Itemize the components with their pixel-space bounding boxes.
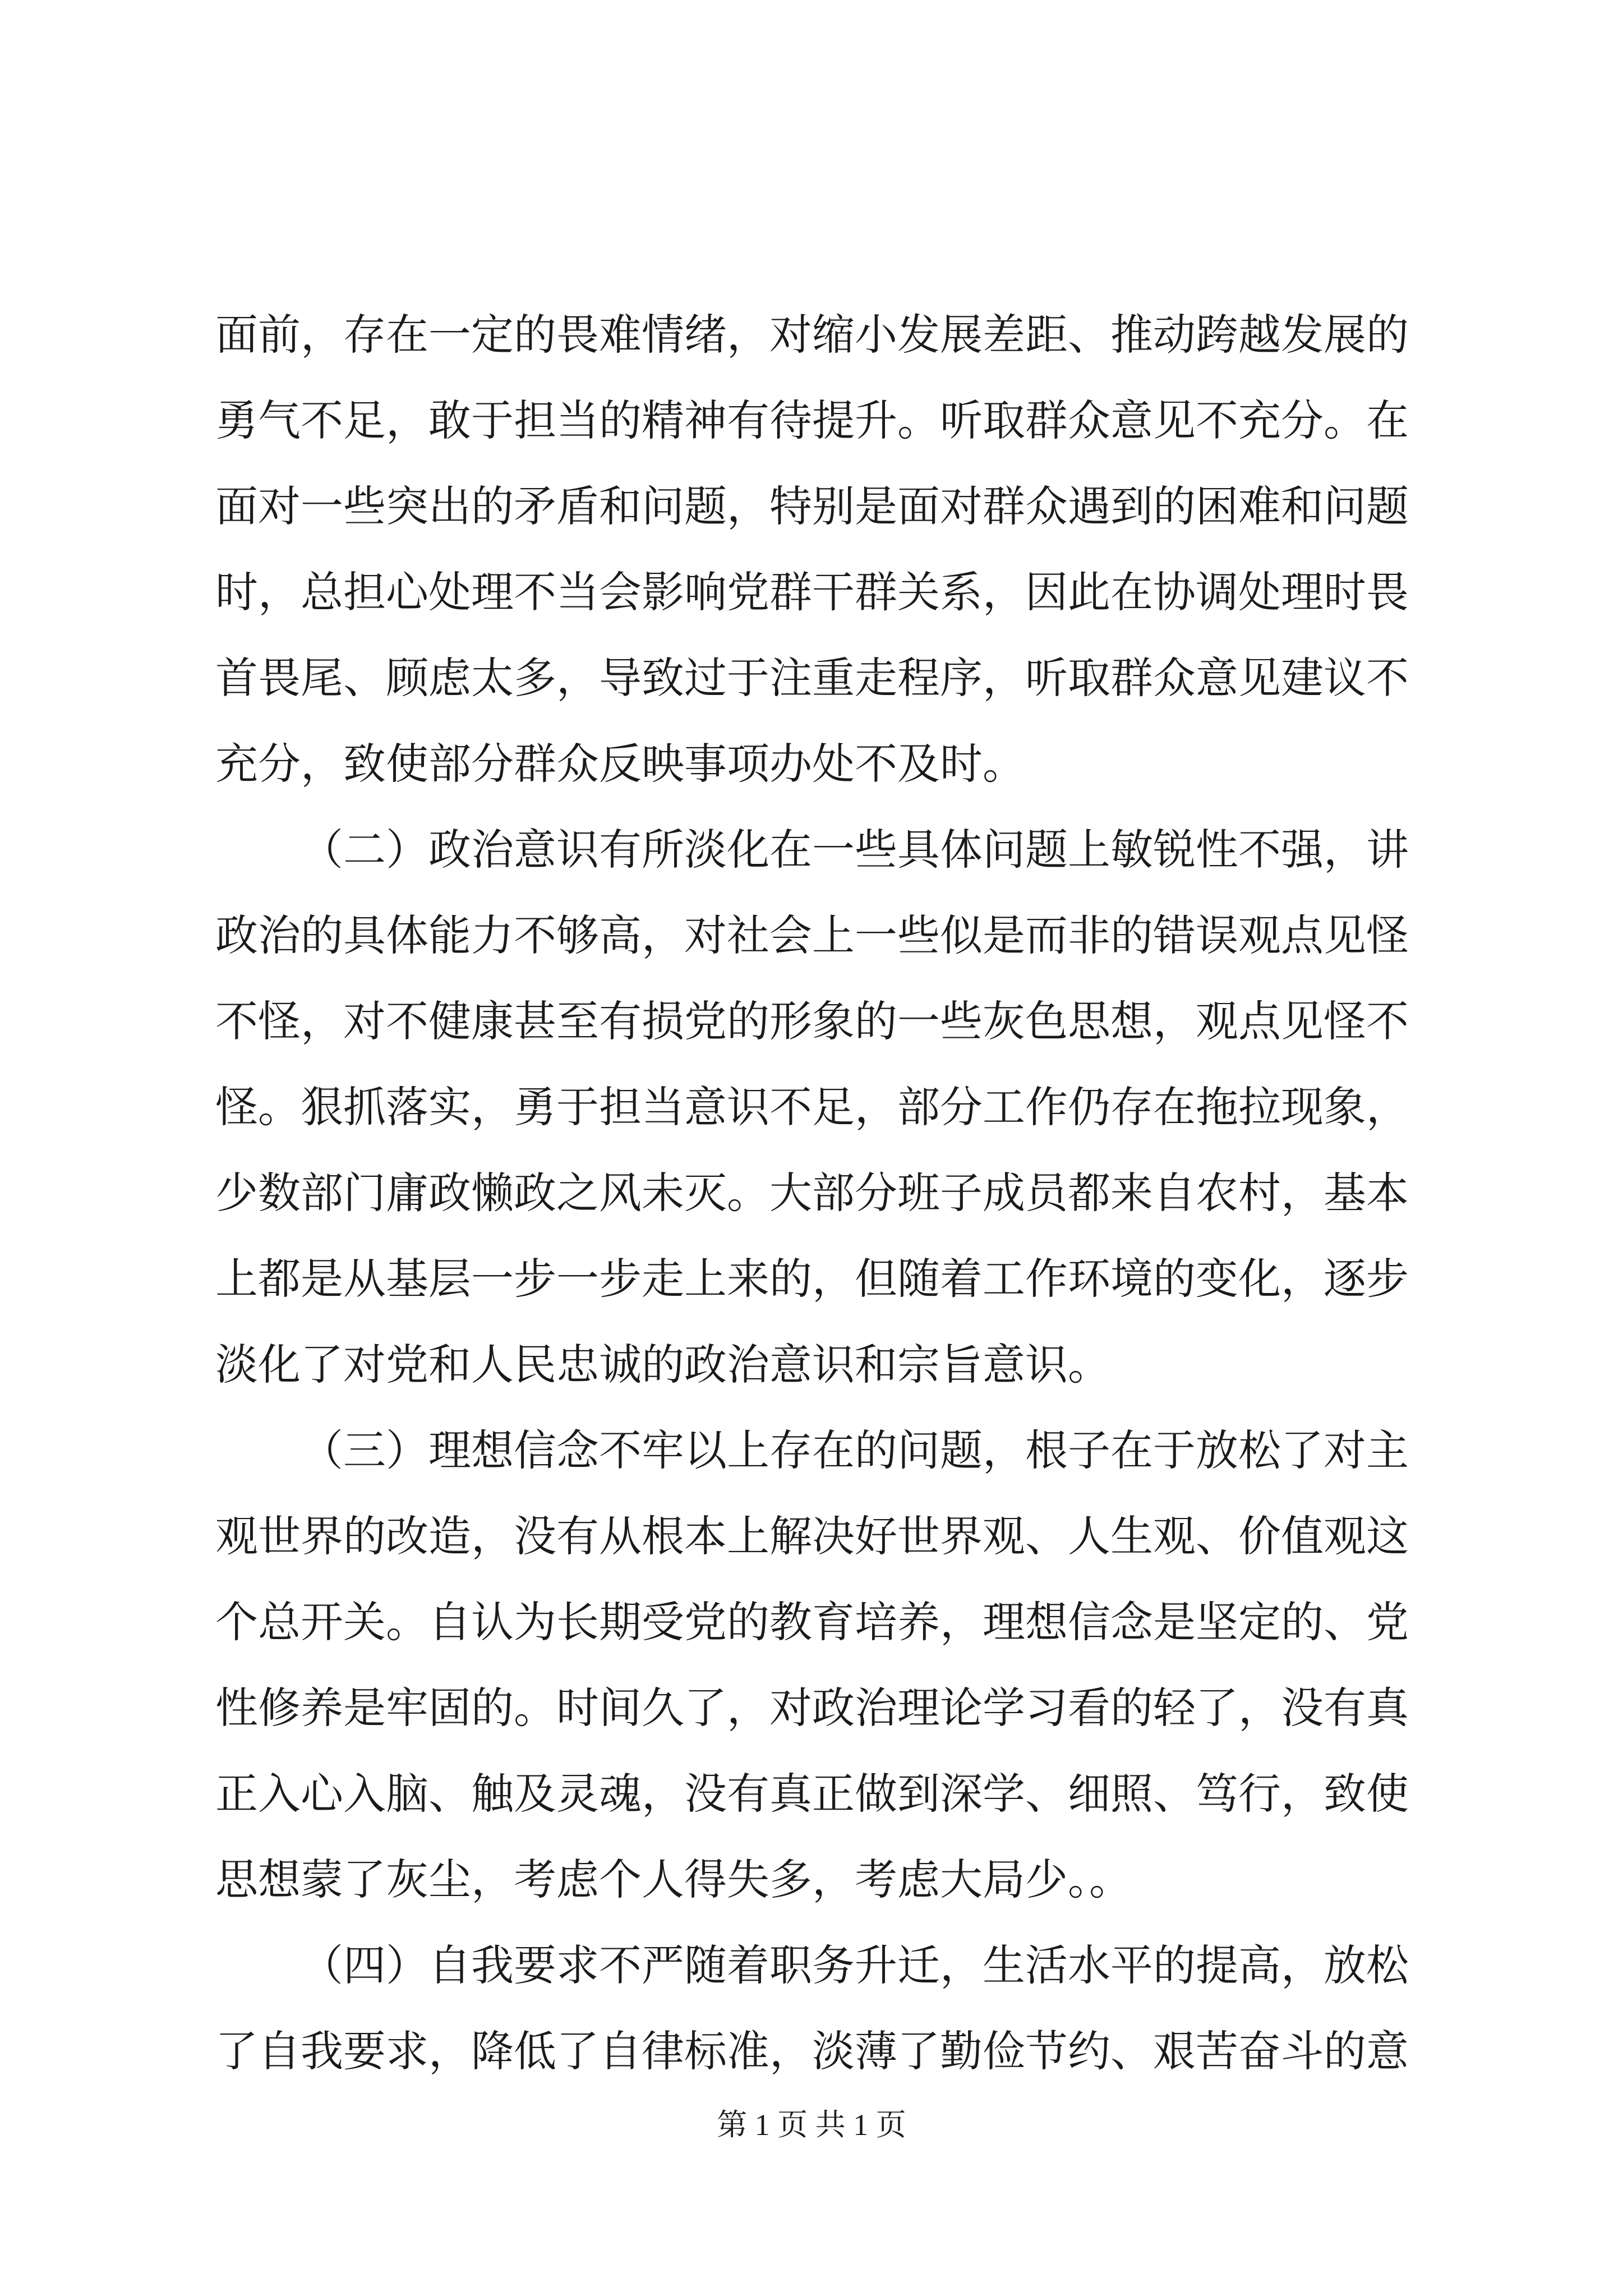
- paragraph-1: 面前，存在一定的畏难情绪，对缩小发展差距、推动跨越发展的勇气不足，敢于担当的精神有待提升。听取群众意见不充分。在面对一些突出的矛盾和问题，特别是面对群众遇到的困难和问题时，总担心处理不当会影响党群干群关系，因此在协调处理时畏首畏尾、顾虑太多，导致过于注重走程序，听取群众意见建议不充分，致使部分群众反映事项办处不及时。: [215, 310, 1409, 789]
- paragraph-4: （四）自我要求不严随着职务升迁，生活水平的提高，放松了自我要求，降低了自律标准，淡薄了勤俭节约、艰苦奋斗的意: [215, 1940, 1409, 2076]
- paragraph-3: （三）理想信念不牢以上存在的问题，根子在于放松了对主观世界的改造，没有从根本上解决好世界观、人生观、价值观这个总开关。自认为长期受党的教育培养，理想信念是坚定的、党性修养是牢固的。时间久了，对政治理论学习看的轻了，没有真正入心入脑、触及灵魂，没有真正做到深学、细照、笃行，致使思想蒙了灰尘，考虑个人得失多，考虑大局少。。: [215, 1425, 1409, 1904]
- paragraph-2: （二）政治意识有所淡化在一些具体问题上敏锐性不强，讲政治的具体能力不够高，对社会上一些似是而非的错误观点见怪不怪，对不健康甚至有损党的形象的一些灰色思想，观点见怪不怪。狠抓落实，勇于担当意识不足，部分工作仍存在拖拉现象，少数部门庸政懒政之风未灭。大部分班子成员都来自农村，基本上都是从基层一步一步走上来的，但随着工作环境的变化，逐步淡化了对党和人民忠诚的政治意识和宗旨意识。: [215, 825, 1409, 1389]
- page-footer: 第 1 页 共 1 页: [717, 2108, 906, 2142]
- document-body: [215, 292, 1409, 2094]
